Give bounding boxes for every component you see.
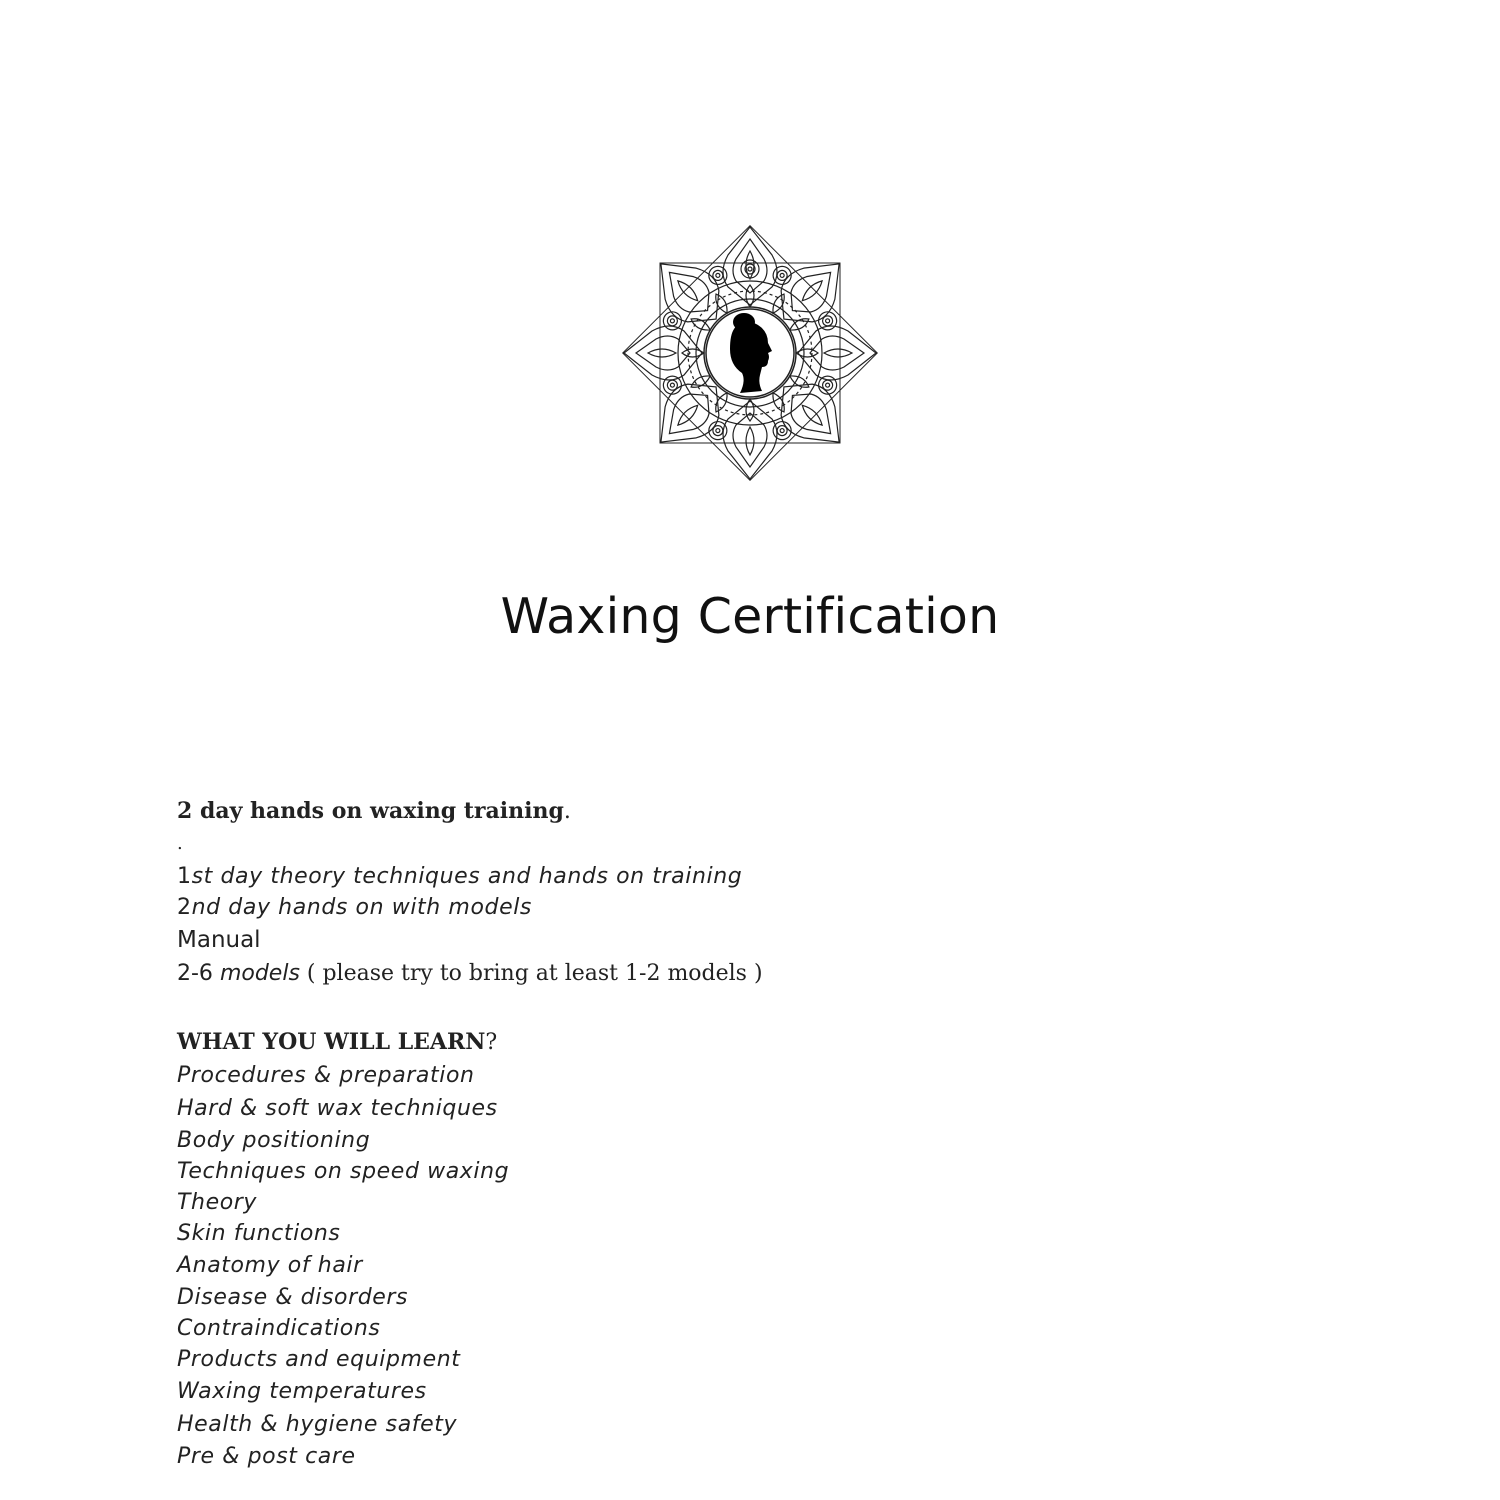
models-note: ( please try to bring at least 1-2 models ) bbox=[299, 961, 763, 986]
list-item: Health & hygiene safety bbox=[177, 1412, 458, 1437]
models-word: models bbox=[219, 961, 300, 986]
list-item: Hard & soft wax techniques bbox=[177, 1096, 498, 1121]
list-item: Waxing temperatures bbox=[177, 1379, 427, 1404]
intro-heading-punct: . bbox=[563, 799, 571, 824]
list-item: Anatomy of hair bbox=[177, 1253, 363, 1278]
list-item: Pre & post care bbox=[177, 1444, 356, 1469]
page-title: Waxing Certification bbox=[500, 588, 1000, 645]
document-body bbox=[177, 796, 1177, 1472]
spacer bbox=[177, 991, 1177, 1025]
day2-number: 2 bbox=[177, 895, 192, 920]
day1-line bbox=[177, 861, 1177, 892]
list-item: Contraindications bbox=[177, 1316, 381, 1341]
day2-line bbox=[177, 892, 1177, 923]
list-item: Techniques on speed waxing bbox=[177, 1159, 510, 1184]
list-item: Procedures & preparation bbox=[177, 1063, 475, 1088]
intro-heading: 2 day hands on waxing training bbox=[177, 798, 564, 824]
list-item: Products and equipment bbox=[177, 1347, 461, 1372]
list-item: Theory bbox=[177, 1190, 258, 1215]
intro-heading-line bbox=[177, 796, 1177, 827]
learn-heading: WHAT YOU WILL LEARN bbox=[177, 1029, 486, 1055]
day2-text: nd day hands on with models bbox=[191, 895, 532, 920]
learn-heading-line bbox=[177, 1025, 1177, 1059]
list-item: Skin functions bbox=[177, 1221, 341, 1246]
dot-line: . bbox=[177, 833, 183, 854]
learn-heading-punct: ? bbox=[485, 1030, 498, 1055]
manual-line: Manual bbox=[177, 927, 261, 953]
list-item: Disease & disorders bbox=[177, 1285, 409, 1310]
mandala-logo-icon bbox=[622, 225, 878, 481]
list-item: Body positioning bbox=[177, 1128, 371, 1153]
models-line bbox=[177, 957, 1177, 991]
models-range: 2-6 bbox=[177, 961, 220, 986]
day1-text: st day theory techniques and hands on training bbox=[191, 864, 743, 889]
day1-number: 1 bbox=[177, 864, 192, 889]
